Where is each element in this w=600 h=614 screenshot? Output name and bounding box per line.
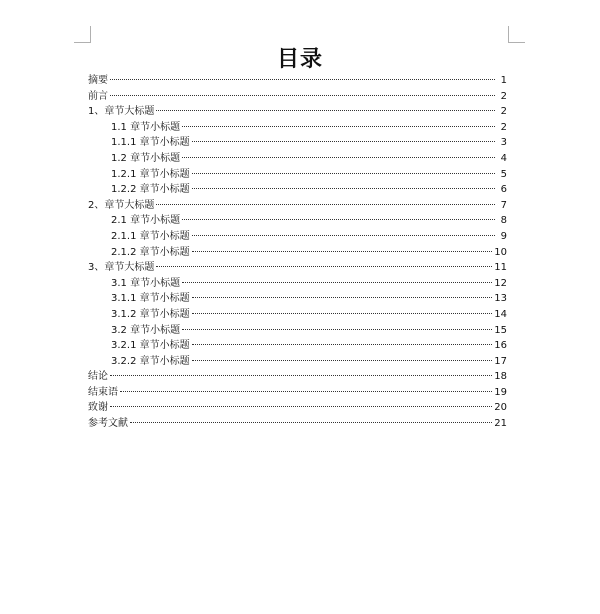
toc-entry-label: 1、章节大标题 [88,106,155,118]
toc-entry-label: 2、章节大标题 [88,199,155,211]
toc-dot-leader [192,297,493,298]
toc-entry[interactable] [88,120,507,136]
toc-entry-page-number: 4 [500,152,507,164]
toc-dot-leader [182,282,492,283]
toc-entry-page-number: 5 [500,168,507,180]
toc-entry-label: 结束语 [88,386,118,398]
toc-entry-label: 参考文献 [88,418,128,430]
toc-entry[interactable] [88,260,507,276]
toc-dot-leader [192,173,495,174]
toc-dot-leader [192,313,493,314]
toc-entry-page-number: 12 [494,277,507,289]
toc-entry[interactable] [88,338,507,354]
toc-entry-label: 1.1.1 章节小标题 [111,137,190,149]
toc-entry-page-number: 2 [500,90,507,102]
toc-entry-label: 1.2 章节小标题 [111,152,181,164]
toc-dot-leader [182,329,492,330]
toc-entry-page-number: 3 [500,137,507,149]
toc-entry-label: 2.1 章节小标题 [111,215,181,227]
toc-entry-page-number: 14 [494,308,507,320]
crop-mark-top-right [508,26,525,43]
toc-entry-label: 3.1.2 章节小标题 [111,308,190,320]
toc-entry-label: 2.1.1 章节小标题 [111,230,190,242]
toc-dot-leader [192,251,493,252]
toc-entry[interactable] [88,73,507,89]
toc-entry[interactable] [88,104,507,120]
table-of-contents [88,73,507,432]
toc-entry-page-number: 19 [494,386,507,398]
toc-dot-leader [110,79,495,80]
toc-entry[interactable] [88,385,507,401]
toc-entry[interactable] [88,245,507,261]
toc-dot-leader [182,219,495,220]
toc-dot-leader [130,422,492,423]
toc-entry[interactable] [88,354,507,370]
toc-entry-label: 摘要 [88,75,108,86]
toc-entry[interactable] [88,213,507,229]
toc-entry-page-number: 2 [500,106,507,118]
toc-entry-label: 3.2.2 章节小标题 [111,355,190,367]
toc-entry-page-number: 11 [494,262,507,274]
toc-entry-page-number: 2 [500,121,507,133]
toc-entry[interactable] [88,167,507,183]
toc-entry[interactable] [88,291,507,307]
toc-entry-label: 3、章节大标题 [88,262,155,274]
toc-dot-leader [156,266,492,267]
toc-dot-leader [192,188,495,189]
toc-entry-page-number: 10 [494,246,507,258]
toc-entry-page-number: 13 [494,293,507,305]
toc-entry[interactable] [88,198,507,214]
toc-dot-leader [182,157,495,158]
toc-entry-page-number: 1 [500,75,507,86]
toc-entry[interactable] [88,135,507,151]
toc-entry-page-number: 8 [500,215,507,227]
toc-entry-label: 3.2.1 章节小标题 [111,340,190,352]
toc-entry-page-number: 6 [500,184,507,196]
toc-entry-label: 1.2.2 章节小标题 [111,184,190,196]
toc-dot-leader [182,126,495,127]
toc-entry[interactable] [88,323,507,339]
toc-entry-label: 结论 [88,371,108,383]
toc-entry[interactable] [88,276,507,292]
toc-entry[interactable] [88,229,507,245]
toc-entry[interactable] [88,151,507,167]
toc-entry-page-number: 17 [494,355,507,367]
toc-entry-page-number: 20 [494,402,507,414]
toc-dot-leader [156,110,495,111]
toc-entry-label: 前言 [88,90,108,102]
toc-dot-leader [192,141,495,142]
toc-entry-label: 3.1.1 章节小标题 [111,293,190,305]
toc-entry-label: 致谢 [88,402,108,414]
toc-entry-label: 3.2 章节小标题 [111,324,181,336]
toc-dot-leader [110,375,492,376]
toc-entry-label: 3.1 章节小标题 [111,277,181,289]
toc-entry-label: 2.1.2 章节小标题 [111,246,190,258]
toc-entry[interactable] [88,307,507,323]
toc-dot-leader [120,391,492,392]
toc-entry-label: 1.2.1 章节小标题 [111,168,190,180]
toc-entry[interactable] [88,400,507,416]
toc-dot-leader [192,344,493,345]
toc-entry-page-number: 15 [494,324,507,336]
toc-entry[interactable] [88,416,507,432]
toc-entry[interactable] [88,182,507,198]
crop-mark-top-left [74,26,91,43]
toc-entry-page-number: 18 [494,371,507,383]
toc-entry[interactable] [88,369,507,385]
toc-dot-leader [110,406,492,407]
toc-entry-page-number: 9 [500,230,507,242]
toc-entry-page-number: 16 [494,340,507,352]
toc-entry-label: 1.1 章节小标题 [111,121,181,133]
toc-dot-leader [110,95,495,96]
toc-entry-page-number: 7 [500,199,507,211]
toc-entry-page-number: 21 [494,418,507,430]
toc-entry[interactable] [88,89,507,105]
toc-dot-leader [192,235,495,236]
toc-dot-leader [156,204,495,205]
toc-dot-leader [192,360,493,361]
page-title: 目录 [276,47,323,72]
